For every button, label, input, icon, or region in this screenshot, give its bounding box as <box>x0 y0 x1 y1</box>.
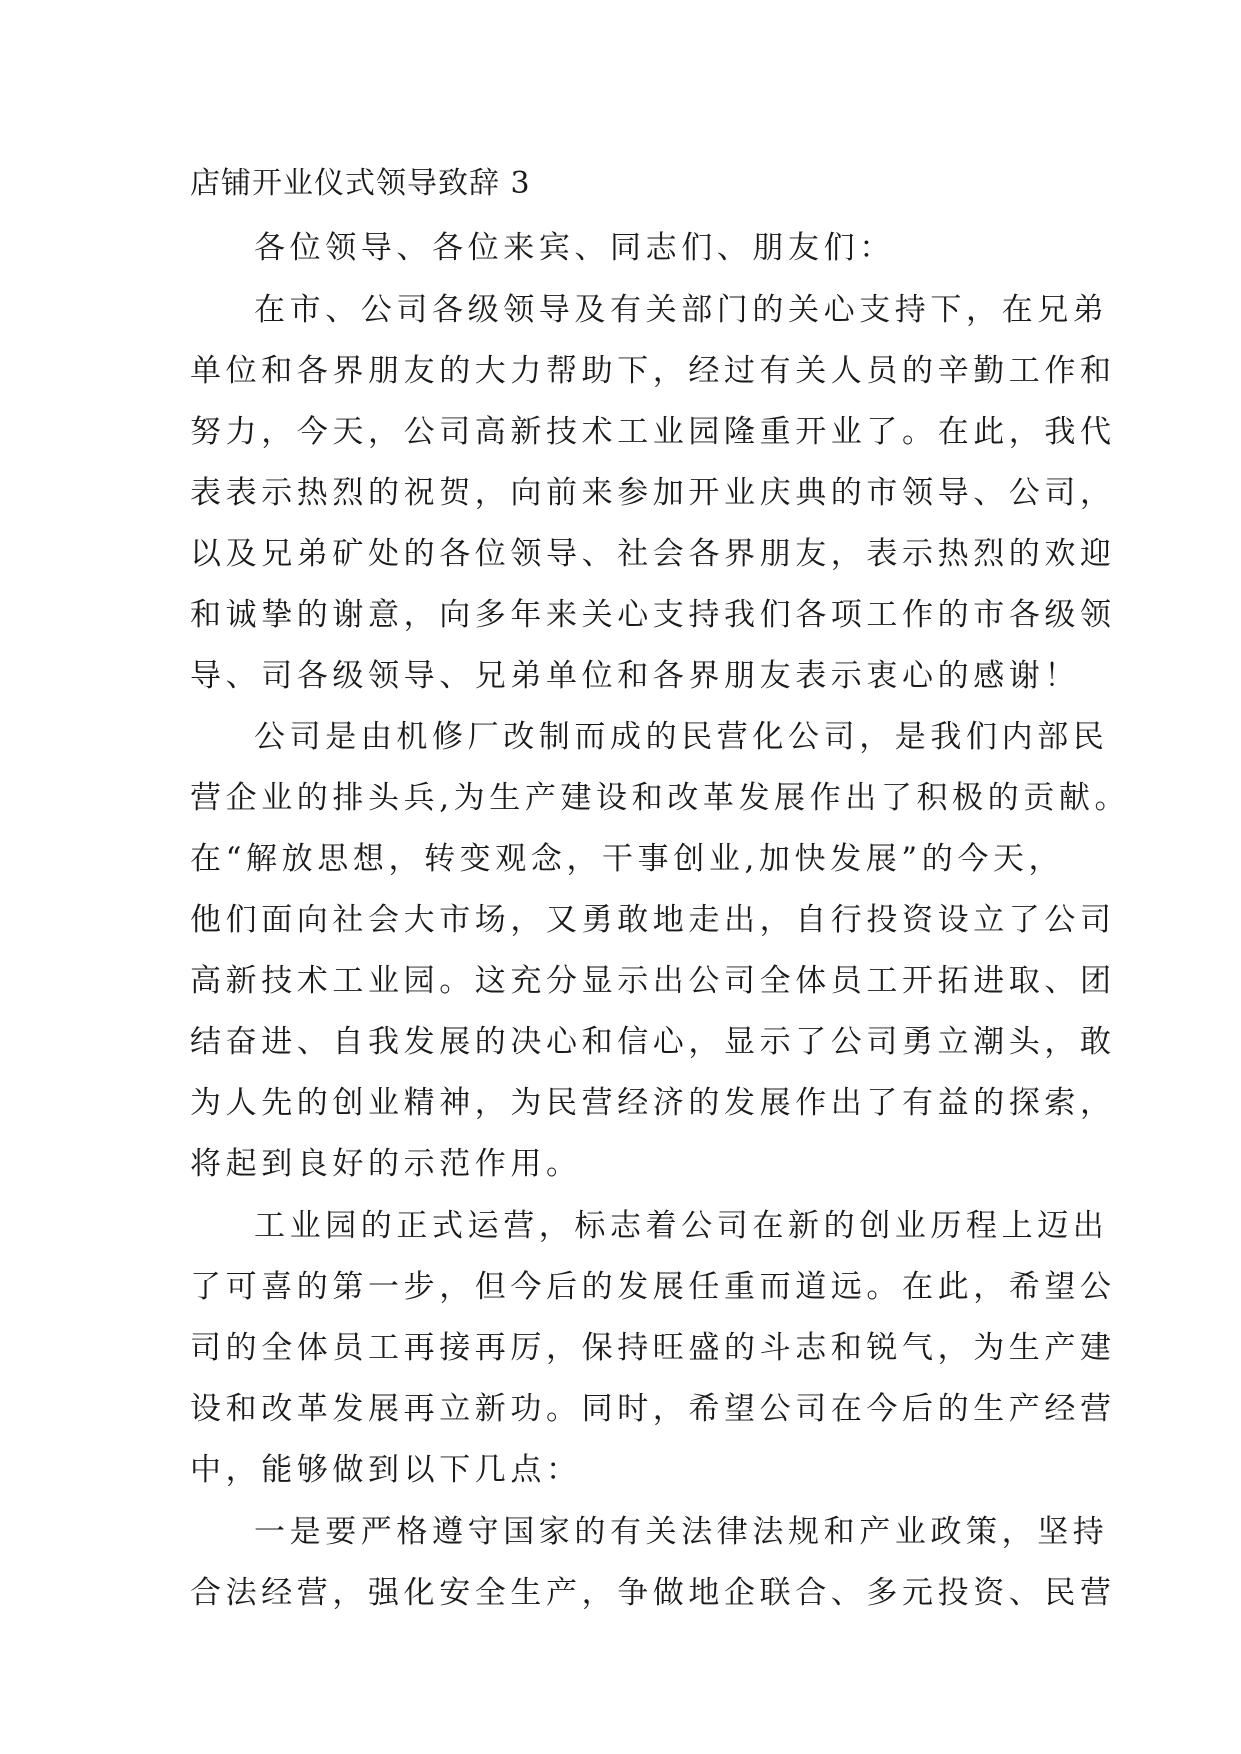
paragraph-line: 将起到良好的示范作用。 <box>190 1146 582 1182</box>
paragraph-line: 一是要严格遵守国家的有关法律法规和产业政策，坚持 <box>254 1514 1109 1550</box>
paragraph-line: 营企业的排头兵,为生产建设和改革发展作出了积极的贡献。 <box>190 780 1131 816</box>
paragraph-line: 努力，今天，公司高新技术工业园隆重开业了。在此，我代 <box>190 414 1116 450</box>
salutation-line: 各位领导、各位来宾、同志们、朋友们： <box>254 230 895 266</box>
paragraph-line: 导、司各级领导、兄弟单位和各界朋友表示衷心的感谢！ <box>190 658 1080 694</box>
paragraph-line: 在市、公司各级领导及有关部门的关心支持下，在兄弟 <box>254 292 1109 328</box>
paragraph-line: 单位和各界朋友的大力帮助下，经过有关人员的辛勤工作和 <box>190 353 1116 389</box>
paragraph-line: 结奋进、自我发展的决心和信心，显示了公司勇立潮头，敢 <box>190 1024 1116 1060</box>
paragraph-line: 在“解放思想，转变观念，干事创业,加快发展”的今天， <box>190 841 1065 877</box>
paragraph-line: 他们面向社会大市场，又勇敢地走出，自行投资设立了公司 <box>190 902 1116 938</box>
paragraph-line: 和诚挚的谢意，向多年来关心支持我们各项工作的市各级领 <box>190 597 1116 633</box>
paragraph-line: 表表示热烈的祝贺，向前来参加开业庆典的市领导、公司， <box>190 475 1116 511</box>
paragraph-line: 为人先的创业精神，为民营经济的发展作出了有益的探索， <box>190 1085 1116 1121</box>
paragraph-line: 合法经营，强化安全生产，争做地企联合、多元投资、民营 <box>190 1575 1116 1611</box>
paragraph-line: 高新技术工业园。这充分显示出公司全体员工开拓进取、团 <box>190 963 1116 999</box>
paragraph-line: 司的全体员工再接再厉，保持旺盛的斗志和锐气，为生产建 <box>190 1330 1116 1366</box>
paragraph-line: 了可喜的第一步，但今后的发展任重而道远。在此，希望公 <box>190 1269 1116 1305</box>
paragraph-line: 中，能够做到以下几点： <box>190 1452 582 1488</box>
document-title: 店铺开业仪式领导致辞 3 <box>190 166 531 201</box>
paragraph-line: 以及兄弟矿处的各位领导、社会各界朋友，表示热烈的欢迎 <box>190 536 1116 572</box>
paragraph-line: 设和改革发展再立新功。同时，希望公司在今后的生产经营 <box>190 1391 1116 1427</box>
paragraph-line: 公司是由机修厂改制而成的民营化公司，是我们内部民 <box>254 719 1109 755</box>
paragraph-line: 工业园的正式运营，标志着公司在新的创业历程上迈出 <box>254 1208 1109 1244</box>
